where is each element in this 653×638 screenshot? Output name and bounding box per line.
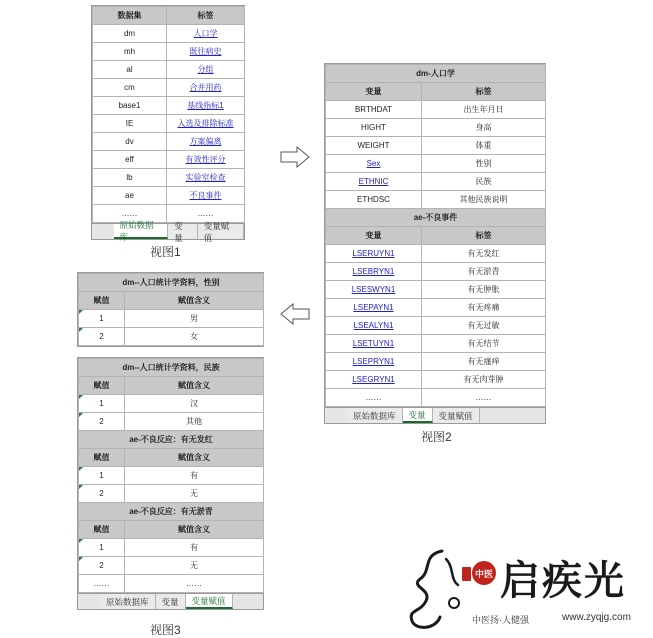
table-row <box>79 557 264 575</box>
dataset-name: eff <box>93 151 167 169</box>
variable-name: BRTHDAT <box>326 101 422 119</box>
value-meaning: 有 <box>125 467 264 485</box>
table-row <box>93 133 245 151</box>
variable-label: 有无疼痛 <box>422 299 546 317</box>
variable-label: 有无瘙痒 <box>422 353 546 371</box>
dataset-label-link[interactable]: 分组 <box>167 61 245 79</box>
sheet-nav-buttons[interactable] <box>92 224 114 239</box>
table-row <box>326 245 546 263</box>
table-row <box>79 413 264 431</box>
brand-name: 启疾光 <box>500 557 626 604</box>
column-header: 赋值含义 <box>125 449 264 467</box>
column-header: 赋值含义 <box>125 377 264 395</box>
view2-section <box>326 65 546 83</box>
column-header: 标签 <box>422 83 546 101</box>
sheet-nav-buttons[interactable] <box>78 594 100 609</box>
variable-label: 有无淤青 <box>422 263 546 281</box>
variable-name[interactable]: LSETUYN1 <box>326 335 422 353</box>
variable-name[interactable]: LSEBRYN1 <box>326 263 422 281</box>
dataset-name: cm <box>93 79 167 97</box>
sheet-nav-buttons[interactable] <box>325 408 347 423</box>
arrow-left-icon <box>280 303 310 325</box>
variable-name[interactable]: LSEPAYN1 <box>326 299 422 317</box>
table-row <box>93 115 245 133</box>
table-row <box>93 151 245 169</box>
sheet-tab[interactable]: 变量 <box>403 408 433 423</box>
variable-name[interactable]: LSEPRYN1 <box>326 353 422 371</box>
table-row <box>93 205 245 223</box>
view3-sheet <box>77 357 264 610</box>
table-row <box>326 263 546 281</box>
sheet-tab[interactable]: 原始数据库 <box>100 594 156 609</box>
dataset-name: ae <box>93 187 167 205</box>
table-row <box>79 395 264 413</box>
view2-section <box>326 209 546 227</box>
assigned-value: 1 <box>79 539 125 557</box>
assigned-value: 2 <box>79 485 125 503</box>
view1-header-row <box>93 7 245 25</box>
view3-section-title: dm--人口统计学资料，民族 <box>79 359 264 377</box>
view3-top-table <box>78 273 264 346</box>
view1-sheet <box>91 5 245 243</box>
table-row <box>93 97 245 115</box>
table-row <box>326 371 546 389</box>
view2-caption: 视图2 <box>421 430 452 444</box>
table-row <box>326 173 546 191</box>
table-row <box>326 155 546 173</box>
dataset-name: dv <box>93 133 167 151</box>
dataset-label-link[interactable]: 人口学 <box>167 25 245 43</box>
variable-name[interactable]: LSESWYN1 <box>326 281 422 299</box>
ellipsis-cell: …… <box>125 575 264 593</box>
variable-label: 有无肉芽肿 <box>422 371 546 389</box>
dataset-name: mh <box>93 43 167 61</box>
dataset-label-link[interactable]: 有效性评分 <box>167 151 245 169</box>
table-row <box>79 467 264 485</box>
sheet-tab[interactable]: 变量赋值 <box>433 408 480 423</box>
dataset-label-link[interactable]: 不良事件 <box>167 187 245 205</box>
variable-label: 出生年月日 <box>422 101 546 119</box>
assigned-value: 1 <box>79 310 125 328</box>
sheet-tab[interactable]: 变量 <box>156 594 186 609</box>
dataset-name: base1 <box>93 97 167 115</box>
brand-tagline: 中医扬·人健强 <box>472 615 529 625</box>
value-meaning: 无 <box>125 557 264 575</box>
variable-name: ETHDSC <box>326 191 422 209</box>
variable-name[interactable]: LSEGRYN1 <box>326 371 422 389</box>
value-meaning: 无 <box>125 485 264 503</box>
variable-label: 体重 <box>422 137 546 155</box>
calligraphy-emblem-icon <box>402 545 472 633</box>
assigned-value: 1 <box>79 395 125 413</box>
view3-top-section <box>79 274 264 292</box>
assigned-value: 1 <box>79 467 125 485</box>
table-row <box>79 575 264 593</box>
table-row <box>93 169 245 187</box>
variable-name[interactable]: LSEALYN1 <box>326 317 422 335</box>
value-meaning: 男 <box>125 310 264 328</box>
variable-label: 有无发红 <box>422 245 546 263</box>
sheet-tab[interactable]: 变量 <box>168 224 198 239</box>
dataset-label-link[interactable]: 实验室检查 <box>167 169 245 187</box>
column-header: 数据集 <box>93 7 167 25</box>
variable-label: 有无肿胀 <box>422 281 546 299</box>
column-header: 变量 <box>326 227 422 245</box>
column-header: 标签 <box>167 7 245 25</box>
variable-label: 有无结节 <box>422 335 546 353</box>
view3-header-row <box>79 521 264 539</box>
assigned-value: 2 <box>79 413 125 431</box>
view2-header-row <box>326 83 546 101</box>
view1-caption: 视图1 <box>150 245 181 259</box>
view3-top-section-title: dm--人口统计学资料，性别 <box>79 274 264 292</box>
view2-sheet <box>324 63 546 424</box>
view3-top-sheet <box>77 272 264 347</box>
variable-name[interactable]: ETHNIC <box>326 173 422 191</box>
dataset-name: al <box>93 61 167 79</box>
variable-label: 有无过敏 <box>422 317 546 335</box>
dataset-label-link[interactable]: 入选及排除标准 <box>167 115 245 133</box>
table-row <box>93 43 245 61</box>
assigned-value: 2 <box>79 557 125 575</box>
brand-logo <box>402 545 652 637</box>
sheet-tab[interactable]: 变量赋值 <box>198 224 244 239</box>
view1-sheet-tabs <box>92 219 244 243</box>
view3-header-row <box>79 377 264 395</box>
dataset-label-link: …… <box>167 205 245 223</box>
variable-name: WEIGHT <box>326 137 422 155</box>
view3-table <box>78 358 264 593</box>
view3-section-title: ae-不良反应：有无发红 <box>79 431 264 449</box>
variable-label: 民族 <box>422 173 546 191</box>
view2-section-title: ae-不良事件 <box>326 209 546 227</box>
view1-table <box>92 6 245 223</box>
variable-name[interactable]: LSERUYN1 <box>326 245 422 263</box>
view2-sheet-tabs <box>325 407 545 423</box>
table-row <box>326 101 546 119</box>
table-row <box>326 281 546 299</box>
table-row <box>326 335 546 353</box>
column-header: 赋值 <box>79 521 125 539</box>
sheet-tab[interactable]: 变量赋值 <box>186 594 233 609</box>
column-header: 变量 <box>326 83 422 101</box>
value-meaning: 有 <box>125 539 264 557</box>
assigned-value: 2 <box>79 328 125 346</box>
column-header: 赋值含义 <box>125 292 264 310</box>
view3-section <box>79 431 264 449</box>
variable-label: 其他民族说明 <box>422 191 546 209</box>
dataset-name: …… <box>93 205 167 223</box>
table-row <box>326 191 546 209</box>
table-row <box>326 353 546 371</box>
table-row <box>79 485 264 503</box>
value-meaning: 女 <box>125 328 264 346</box>
dataset-label-link[interactable]: 合并用药 <box>167 79 245 97</box>
table-row <box>93 25 245 43</box>
table-row <box>326 137 546 155</box>
view3-header-row <box>79 449 264 467</box>
table-row <box>79 328 264 346</box>
variable-label: 身高 <box>422 119 546 137</box>
view3-sheet-tabs <box>78 593 263 609</box>
view3-section-title: ae-不良反应：有无淤青 <box>79 503 264 521</box>
value-meaning: 汉 <box>125 395 264 413</box>
variable-name[interactable]: Sex <box>326 155 422 173</box>
table-row <box>79 310 264 328</box>
table-row <box>93 61 245 79</box>
view2-header-row <box>326 227 546 245</box>
column-header: 赋值 <box>79 377 125 395</box>
table-row <box>326 317 546 335</box>
table-row <box>326 299 546 317</box>
view3-top-header-row <box>79 292 264 310</box>
brand-url[interactable]: www.zyqjg.com <box>562 612 631 623</box>
variable-name: HIGHT <box>326 119 422 137</box>
variable-label: …… <box>422 389 546 407</box>
table-row <box>79 539 264 557</box>
arrow-right-icon <box>280 146 310 168</box>
table-row <box>326 389 546 407</box>
view2-section-title: dm-人口学 <box>326 65 546 83</box>
value-meaning: 其他 <box>125 413 264 431</box>
view3-section <box>79 503 264 521</box>
seal-stamp: 中医 <box>472 561 496 585</box>
column-header: 赋值 <box>79 292 125 310</box>
table-row <box>326 119 546 137</box>
table-row <box>93 187 245 205</box>
table-row <box>93 79 245 97</box>
sheet-tab[interactable]: 原始数据库 <box>347 408 403 423</box>
column-header: 标签 <box>422 227 546 245</box>
dataset-name: lb <box>93 169 167 187</box>
column-header: 赋值含义 <box>125 521 264 539</box>
variable-name: …… <box>326 389 422 407</box>
view3-section <box>79 359 264 377</box>
dataset-label-link[interactable]: 既往病史 <box>167 43 245 61</box>
column-header: 赋值 <box>79 449 125 467</box>
view2-table <box>325 64 546 407</box>
ellipsis-cell: …… <box>79 575 125 593</box>
dataset-label-link[interactable]: 方案偏离 <box>167 133 245 151</box>
dataset-name: dm <box>93 25 167 43</box>
view3-caption: 视图3 <box>150 623 181 637</box>
variable-label: 性别 <box>422 155 546 173</box>
dataset-label-link[interactable]: 基线指标1 <box>167 97 245 115</box>
dataset-name: IE <box>93 115 167 133</box>
sheet-tab[interactable]: 原始数据库 <box>114 224 169 239</box>
